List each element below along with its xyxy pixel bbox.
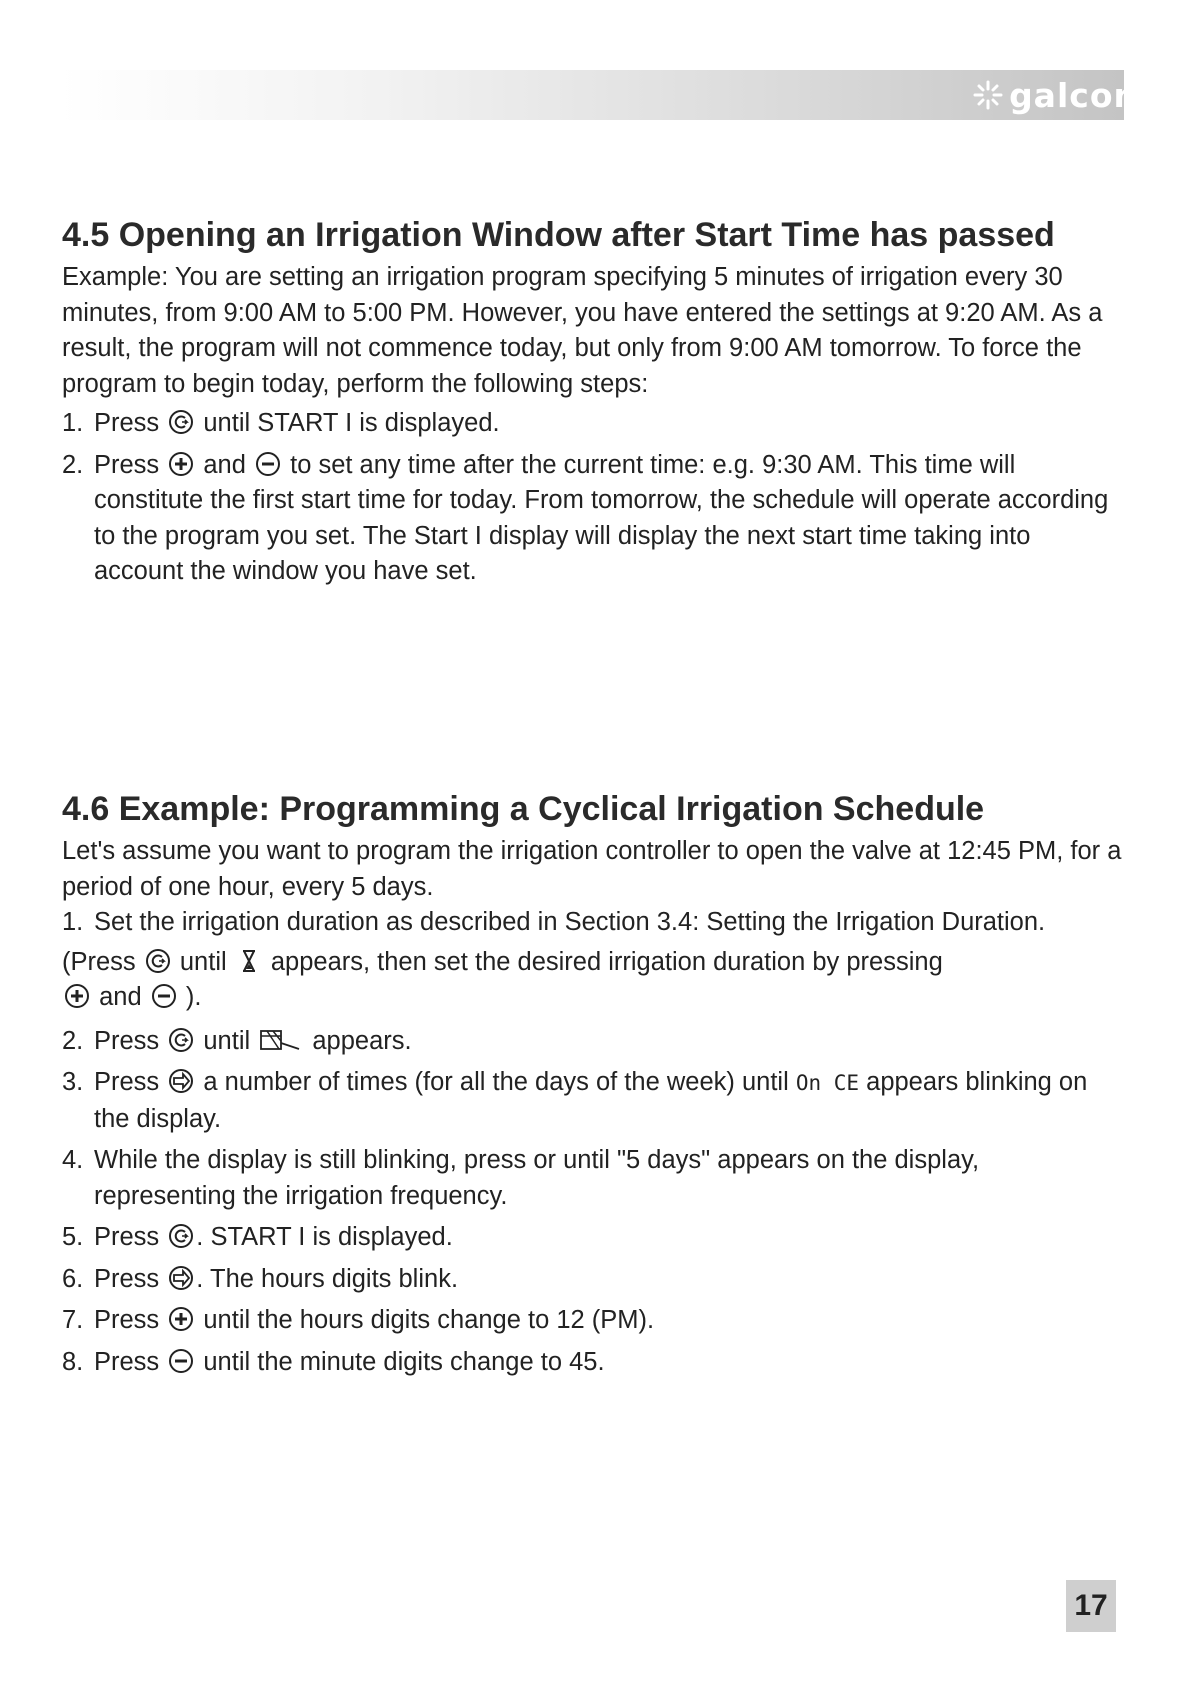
list-item: 4. While the display is still blinking, press or until "5 days" appears on the display, representing the irrigation frequency. — [62, 1146, 980, 1210]
section-4-5-title: 4.5 Opening an Irrigation Window after Start Time has passed — [62, 216, 1055, 254]
section-4-6-steps-continued — [62, 1024, 1122, 1381]
list-item: 1. Set the irrigation duration as described in Section 3.4: Setting the Irrigation Duration. — [62, 908, 1046, 936]
menu-button-icon — [145, 948, 171, 974]
section-4-5-steps — [62, 406, 1122, 590]
list-item: 6. Press . The hours digits blink. — [62, 1264, 459, 1293]
lcd-once-label: On CE — [795, 1071, 860, 1095]
section-4-5 — [62, 214, 1122, 596]
list-item: 2. Press and to set any time after the current time: e.g. 9:30 AM. This time will constitute the first start time for today. From tomorrow, the schedule will operate according to the program you set. The Start I display will display the next start time taking into account the window you have set. — [62, 450, 1109, 585]
list-item: 2. Press until appears. — [62, 1026, 412, 1055]
hourglass-icon — [236, 948, 262, 974]
plus-button-icon — [168, 1306, 194, 1332]
plus-button-icon — [168, 451, 194, 477]
logo-text: galcon — [1009, 75, 1138, 115]
section-4-5-paragraph: Example: You are setting an irrigation program specifying 5 minutes of irrigation every 30 minutes, from 9:00 AM to 5:00 PM. However, you have entered the settings at 9:20 AM. As a result, the program will not commence today, but only from 9:00 AM tomorrow. To force the program to begin today, perform the following steps: — [62, 263, 1103, 398]
list-item: 7. Press until the hours digits change to 12 (PM). — [62, 1306, 655, 1334]
menu-button-icon — [168, 409, 194, 435]
logo-mark-icon — [973, 80, 1003, 110]
list-item: 3. Press a number of times (for all the days of the week) until On CE appears blinking on the display. — [62, 1068, 1088, 1133]
menu-button-icon — [168, 1223, 194, 1249]
section-4-6-paragraph: Let's assume you want to program the irrigation controller to open the valve at 12:45 PM, for a period of one hour, every 5 days. — [62, 837, 1122, 901]
galcon-logo — [973, 74, 1138, 116]
page-number: 17 — [1066, 1580, 1116, 1632]
list-item: 5. Press . START I is displayed. — [62, 1223, 453, 1251]
plus-button-icon — [64, 983, 90, 1009]
section-4-6-title: 4.6 Example: Programming a Cyclical Irrigation Schedule — [62, 790, 985, 828]
calendar-cycle-icon — [259, 1027, 303, 1053]
minus-button-icon — [168, 1348, 194, 1374]
header-band — [60, 70, 1124, 120]
minus-button-icon — [255, 451, 281, 477]
section-4-6-steps — [62, 905, 1122, 941]
minus-button-icon — [151, 983, 177, 1009]
menu-button-icon — [168, 1027, 194, 1053]
arrow-button-icon — [168, 1265, 194, 1291]
list-item: 1. Press until START I is displayed. — [62, 409, 500, 437]
arrow-button-icon — [168, 1068, 194, 1094]
section-4-6 — [62, 788, 1122, 1386]
list-item: 8. Press until the minute digits change to 45. — [62, 1347, 605, 1376]
step-1-detail: (Press until appears, then set the desired irrigation duration by pressing and ). — [62, 947, 943, 1011]
